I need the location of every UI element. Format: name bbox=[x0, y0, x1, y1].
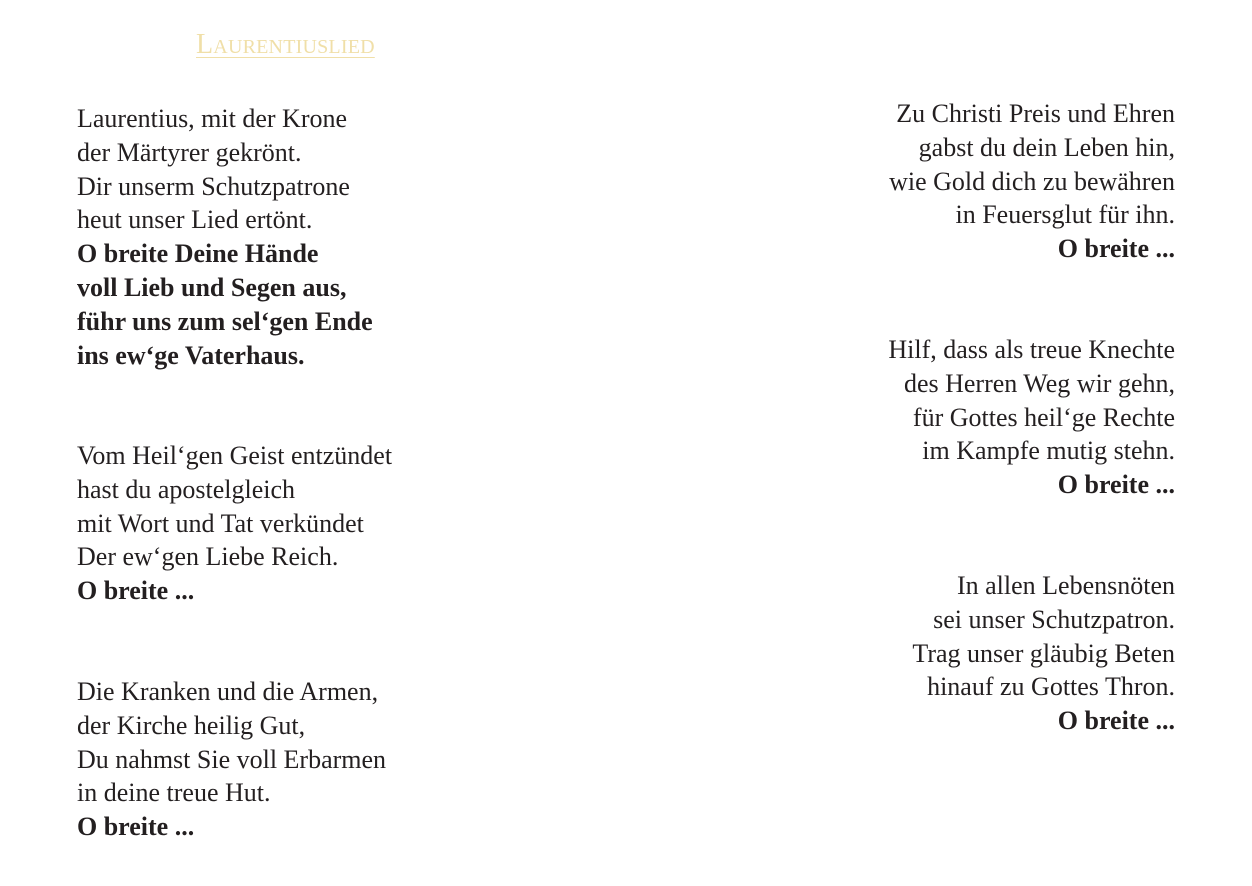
stanza-line: gabst du dein Leben hin, bbox=[918, 132, 1175, 162]
stanza-5 bbox=[888, 333, 1175, 502]
stanza-line: im Kampfe mutig stehn. bbox=[922, 436, 1175, 466]
stanza-line: sei unser Schutzpatron. bbox=[933, 604, 1175, 634]
stanza-line: des Herren Weg wir gehn, bbox=[903, 368, 1175, 398]
stanza-line: mit Wort und Tat verkündet bbox=[77, 508, 364, 538]
refrain-line: voll Lieb und Segen aus, bbox=[77, 272, 347, 302]
stanza-line: der Märtyrer gekrönt. bbox=[77, 137, 302, 167]
stanza-6 bbox=[912, 569, 1175, 738]
stanza-line: in deine treue Hut. bbox=[77, 778, 271, 808]
stanza-line: wie Gold dich zu bewähren bbox=[889, 166, 1175, 196]
stanza-line: Die Kranken und die Armen, bbox=[77, 677, 379, 706]
stanza-3 bbox=[77, 675, 386, 844]
refrain-line: führ uns zum sel‘gen Ende bbox=[77, 306, 373, 336]
stanza-line: Du nahmst Sie voll Erbarmen bbox=[77, 744, 387, 774]
song-title: Laurentiuslied bbox=[196, 29, 375, 60]
refrain-line: O breite ... bbox=[1057, 470, 1175, 500]
stanza-line: für Gottes heil‘ge Rechte bbox=[912, 402, 1175, 432]
stanza-line: Laurentius, mit der Krone bbox=[77, 104, 348, 133]
stanza-line: in Feuersglut für ihn. bbox=[955, 200, 1175, 230]
stanza-line: In allen Lebensnöten bbox=[956, 571, 1175, 600]
stanza-line: Zu Christi Preis und Ehren bbox=[896, 99, 1175, 128]
stanza-line: heut unser Lied ertönt. bbox=[77, 205, 313, 235]
stanza-2 bbox=[77, 439, 392, 608]
stanza-line: Der ew‘gen Liebe Reich. bbox=[77, 542, 339, 572]
refrain-line: ins ew‘ge Vaterhaus. bbox=[77, 340, 305, 370]
stanza-4 bbox=[889, 97, 1175, 266]
refrain-line: O breite ... bbox=[77, 576, 195, 606]
stanza-line: hast du apostelgleich bbox=[77, 474, 296, 504]
stanza-line: hinauf zu Gottes Thron. bbox=[927, 672, 1175, 702]
stanza-line: Hilf, dass als treue Knechte bbox=[888, 335, 1175, 364]
refrain-line: O breite ... bbox=[77, 812, 195, 842]
refrain-line: O breite ... bbox=[1057, 706, 1175, 736]
refrain-line: O breite ... bbox=[1057, 234, 1175, 264]
stanza-1 bbox=[77, 102, 373, 372]
stanza-line: Dir unserm Schutzpatrone bbox=[77, 171, 350, 201]
stanza-line: der Kirche heilig Gut, bbox=[77, 710, 306, 740]
stanza-line: Vom Heil‘gen Geist entzündet bbox=[77, 441, 393, 470]
refrain-line: O breite Deine Hände bbox=[77, 239, 319, 269]
stanza-line: Trag unser gläubig Beten bbox=[912, 638, 1175, 668]
